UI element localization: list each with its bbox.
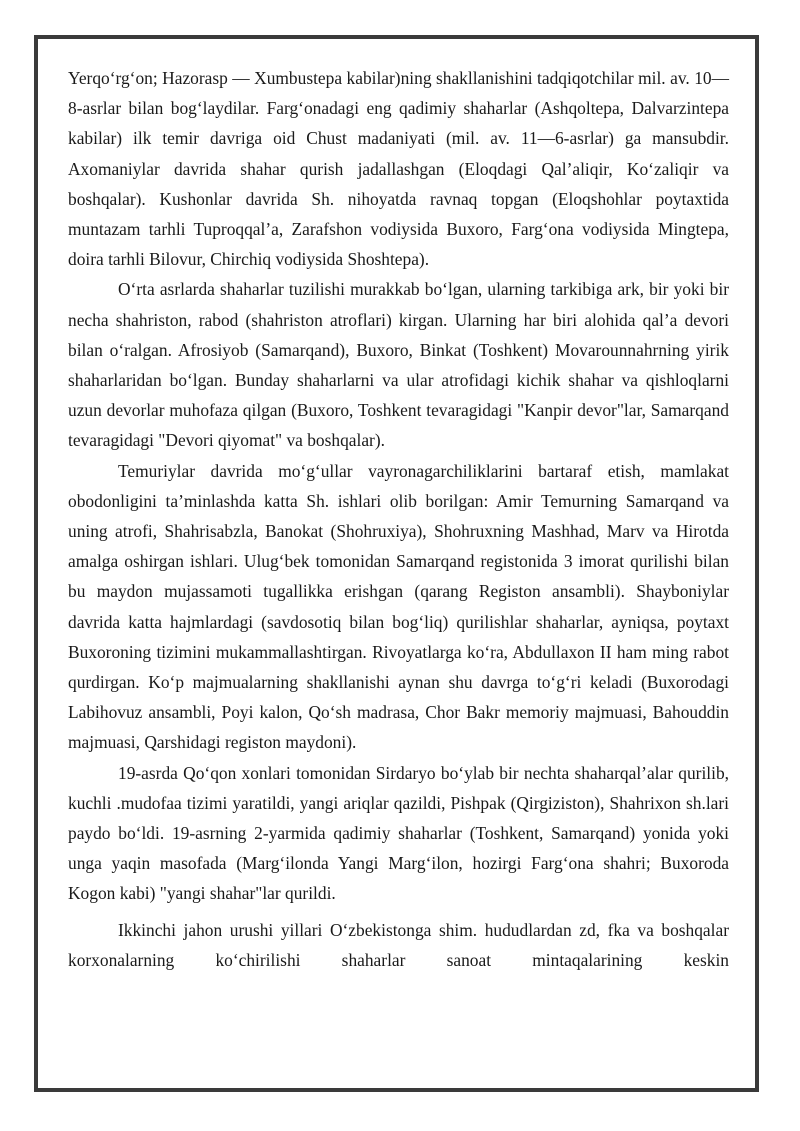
paragraph-1: Yerqo‘rg‘on; Hazorasp — Xumbustepa kabilar)ning shakllanishini tadqiqotchilar mil. av. 10—8-asrlar bilan bog‘laydilar. Farg‘onadagi eng qadimiy shaharlar (Ashqoltepa, Dalvarzintepa kabilar) ilk temir davriga oid Chust madaniyati (mil. av. 11—6-asrlar) ga mansubdir. Axomaniylar davrida shahar qurish jadallashgan (Eloqdagi Qal’aliqir, Ko‘zaliqir va boshqalar). Kushonlar davrida Sh. nihoyatda ravnaq topgan (Eloqshohlar poytaxtida muntazam tarhli Tuproqqal’a, Zarafshon vodiysida Buxoro, Farg‘ona vodiysida Mingtepa, doira tarhli Bilovur, Chirchiq vodiysida Shoshtepa). — [68, 68, 729, 270]
paragraph-4: 19-asrda Qo‘qon xonlari tomonidan Sirdaryo bo‘ylab bir nechta shaharqal’alar qurilib, kuchli .mudofaa tizimi yaratildi, yangi ariqlar qazildi, Pishpak (Qirgiziston), Shahrixon sh.lari paydo bo‘ldi. 19-asrning 2-yarmida qadimiy shaharlar (Toshkent, Samarqand) yonida yoki unga yaqin masofada (Marg‘ilonda Yangi Marg‘ilon, hozirgi Farg‘ona shahri; Buxoroda Kogon kabi) "yangi shahar"lar qurildi. — [68, 762, 729, 904]
paragraph-5: Ikkinchi jahon urushi yillari O‘zbekistonga shim. hududlardan zd, fka va boshqalar korxonalarning ko‘chirilishi shaharlar sanoat mintaqalarining keskin — [68, 919, 729, 970]
page-frame — [34, 35, 759, 1092]
paragraph-3: Temuriylar davrida mo‘g‘ullar vayronagarchiliklarini bartaraf etish, mamlakat obodonligini ta’minlashda katta Sh. ishlari olib borilgan: Amir Temurning Samarqand va uning atrofi, Shahrisabzla, Banokat (Shohruxiya), Shohruxning Mashhad, Marv va Hirotda amalga oshirgan ishlari. Ulug‘bek tomonidan Samarqand registonida 3 imorat qurilishi bilan bu maydon mujassamoti tugallikka erishgan (qarang Registon ansambli). Shayboniylar davrida katta hajmlardagi (savdosotiq bilan bog‘liq) qurilishlar shaharlar, ayniqsa, poytaxt Buxoroning tizimini mukammallashtirgan. Rivoyatlarga ko‘ra, Abdullaxon II ham ming rabot qurdirgan. Ko‘p majmualarning shakllanishi aynan shu davrga to‘g‘ri keladi (Buxorodagi Labihovuz ansambli, Poyi kalon, Qo‘sh madrasa, Chor Bakr memoriy majmuasi, Bahouddin majmuasi, Qarshidagi registon maydoni). — [68, 460, 729, 753]
document-body — [68, 63, 729, 975]
paragraph-2: O‘rta asrlarda shaharlar tuzilishi murakkab bo‘lgan, ularning tarkibiga ark, bir yoki bir necha shahriston, rabod (shahriston atroflari) kirgan. Ularning har biri alohida qal’a devori bilan o‘ralgan. Afrosiyob (Samarqand), Buxoro, Binkat (Toshkent) Movarounnahrning yirik shaharlaridan bo‘lgan. Bunday shaharlarni va ular atrofidagi kichik shahar va qishloqlarni uzun devorlar muhofaza qilgan (Buxoro, Toshkent tevaragidagi "Kanpir devor"lar, Samarqand tevaragidagi "Devori qiyomat" va boshqalar). — [68, 279, 729, 451]
